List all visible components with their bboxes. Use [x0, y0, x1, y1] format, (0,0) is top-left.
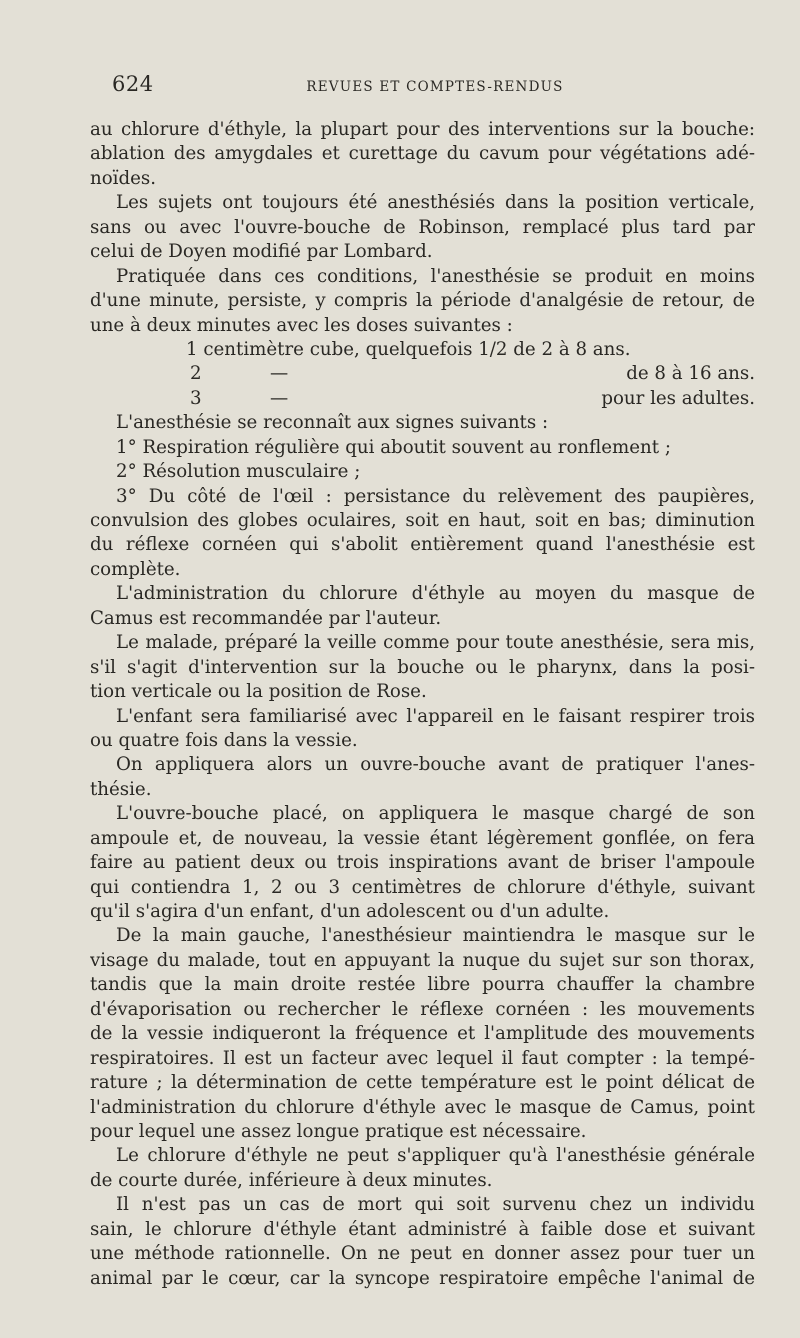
running-title: REVUES ET COMPTES-RENDUS — [306, 79, 564, 95]
text-line: Le chlorure d'éthyle ne peut s'appliquer qu'à l'anesthésie générale — [116, 1145, 755, 1167]
text-line: s'il s'agit d'intervention sur la bouche ou le pharynx, dans la posi- — [90, 656, 755, 678]
text-line: de courte durée, inférieure à deux minutes. — [90, 1169, 493, 1191]
text-line: du réflexe cornéen qui s'abolit entièrement quand l'anesthésie est — [90, 534, 755, 556]
text-line: Il n'est pas un cas de mort qui soit survenu chez un individu — [116, 1194, 755, 1216]
text-line: Camus est recommandée par l'auteur. — [90, 607, 442, 629]
text-line: celui de Doyen modifié par Lombard. — [90, 241, 433, 263]
dose-age: de 8 à 16 ans. — [626, 363, 755, 385]
text-line: Pratiquée dans ces conditions, l'anesthésie se produit en moins — [116, 265, 755, 287]
dose-dash: — — [270, 387, 289, 409]
text-line: d'une minute, persiste, y compris la période d'analgésie de retour, de — [90, 290, 755, 312]
text-line: complète. — [90, 558, 181, 580]
dose-row — [90, 387, 755, 411]
text-line: faire au patient deux ou trois inspirations avant de briser l'ampoule — [90, 852, 755, 874]
text-line: qui contiendra 1, 2 ou 3 centimètres de chlorure d'éthyle, suivant — [90, 876, 755, 898]
text-line: ampoule et, de nouveau, la vessie étant légèrement gonflée, on fera — [90, 827, 755, 849]
text-line: animal par le cœur, car la syncope respiratoire empêche l'animal de — [90, 1267, 755, 1289]
text-line: sans ou avec l'ouvre-bouche de Robinson, remplacé plus tard par — [90, 216, 755, 238]
dose-age: pour les adultes. — [601, 387, 755, 409]
text-line: une méthode rationnelle. On ne peut en donner assez pour tuer un — [90, 1243, 755, 1265]
text-line: L'administration du chlorure d'éthyle au moyen du masque de — [116, 583, 755, 605]
text-line: rature ; la détermination de cette température est le point délicat de — [90, 1072, 755, 1094]
text-line: au chlorure d'éthyle, la plupart pour des interventions sur la bouche: — [90, 119, 755, 140]
text-line: 2° Résolution musculaire ; — [116, 461, 361, 483]
text-line: respiratoires. Il est un facteur avec lequel il faut compter : la tempé- — [90, 1047, 755, 1069]
dose-dash: — — [270, 363, 289, 385]
text-line: De la main gauche, l'anesthésieur maintiendra le masque sur le — [116, 925, 755, 947]
text-line: pour lequel une assez longue pratique est nécessaire. — [90, 1120, 587, 1142]
text-line: L'ouvre-bouche placé, on appliquera le masque chargé de son — [116, 803, 755, 825]
dose-text: 1 centimètre cube, quelquefois 1/2 de 2 à 8 ans. — [186, 338, 631, 360]
text-line: L'enfant sera familiarisé avec l'appareil en le faisant respirer trois — [116, 705, 755, 727]
text-line: On appliquera alors un ouvre-bouche avant de pratiquer l'anes- — [116, 754, 755, 776]
text-line: d'évaporisation ou rechercher le réflexe cornéen : les mouvements — [90, 998, 755, 1020]
text-line: 1° Respiration régulière qui aboutit souvent au ronflement ; — [116, 436, 671, 458]
text-line: tandis que la main droite restée libre pourra chauffer la chambre — [90, 974, 755, 996]
text-line: de la vessie indiqueront la fréquence et l'amplitude des mouvements — [90, 1023, 755, 1045]
text-line: Le malade, préparé la veille comme pour toute anesthésie, sera mis, — [116, 632, 755, 654]
dose-row — [90, 338, 755, 362]
page-number: 624 — [112, 72, 154, 96]
dose-number: 3 — [190, 387, 202, 409]
text-line: sain, le chlorure d'éthyle étant administré à faible dose et suivant — [90, 1218, 755, 1240]
dose-row — [90, 362, 755, 386]
text-line: 3° Du côté de l'œil : persistance du relèvement des paupières, — [116, 485, 755, 507]
text-line: qu'il s'agira d'un enfant, d'un adolescent ou d'un adulte. — [90, 901, 610, 922]
text-line: ablation des amygdales et curettage du cavum pour végétations adé- — [90, 143, 755, 165]
text-line: Les sujets ont toujours été anesthésiés dans la position verticale, — [116, 192, 755, 214]
text-line: l'administration du chlorure d'éthyle avec le masque de Camus, point — [90, 1096, 755, 1118]
text-line: ou quatre fois dans la vessie. — [90, 729, 358, 751]
text-line: tion verticale ou la position de Rose. — [90, 681, 427, 703]
text-line: thésie. — [90, 778, 152, 800]
text-line: convulsion des globes oculaires, soit en haut, soit en bas; diminution — [90, 510, 755, 531]
body-text — [90, 118, 755, 1291]
text-line: visage du malade, tout en appuyant la nuque du sujet sur son thorax, — [90, 949, 755, 971]
dose-number: 2 — [190, 363, 202, 385]
text-line: noïdes. — [90, 167, 157, 189]
text-line: L'anesthésie se reconnaît aux signes suivants : — [116, 412, 549, 434]
text-line: une à deux minutes avec les doses suivantes : — [90, 314, 513, 336]
